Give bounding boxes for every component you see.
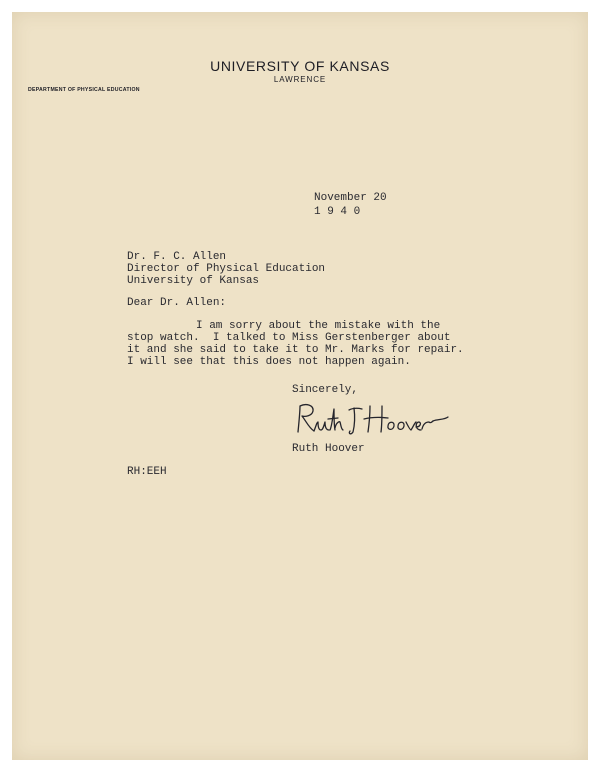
recipient-organization: University of Kansas	[127, 275, 260, 287]
letterhead-department: DEPARTMENT OF PHYSICAL EDUCATION	[28, 87, 140, 93]
body-line: I will see that this does not happen again.	[127, 356, 411, 368]
signer-name: Ruth Hoover	[292, 443, 365, 455]
recipient-title: Director of Physical Education	[127, 263, 326, 275]
body-line: I am sorry about the mistake with the	[196, 320, 441, 332]
body-line: it and she said to take it to Mr. Marks for repair.	[127, 344, 464, 356]
date-year: 1 9 4 0	[314, 206, 361, 218]
letterhead-institution: UNIVERSITY OF KANSAS	[210, 58, 390, 74]
reference-initials: RH:EEH	[127, 466, 167, 478]
date-month-day: November 20	[314, 192, 387, 204]
body-line: stop watch. I talked to Miss Gerstenberger about	[127, 332, 451, 344]
salutation: Dear Dr. Allen:	[127, 297, 227, 309]
letterhead-city: LAWRENCE	[273, 75, 327, 84]
recipient-name: Dr. F. C. Allen	[127, 251, 227, 263]
closing: Sincerely,	[292, 384, 359, 396]
handwritten-signature	[292, 400, 460, 440]
